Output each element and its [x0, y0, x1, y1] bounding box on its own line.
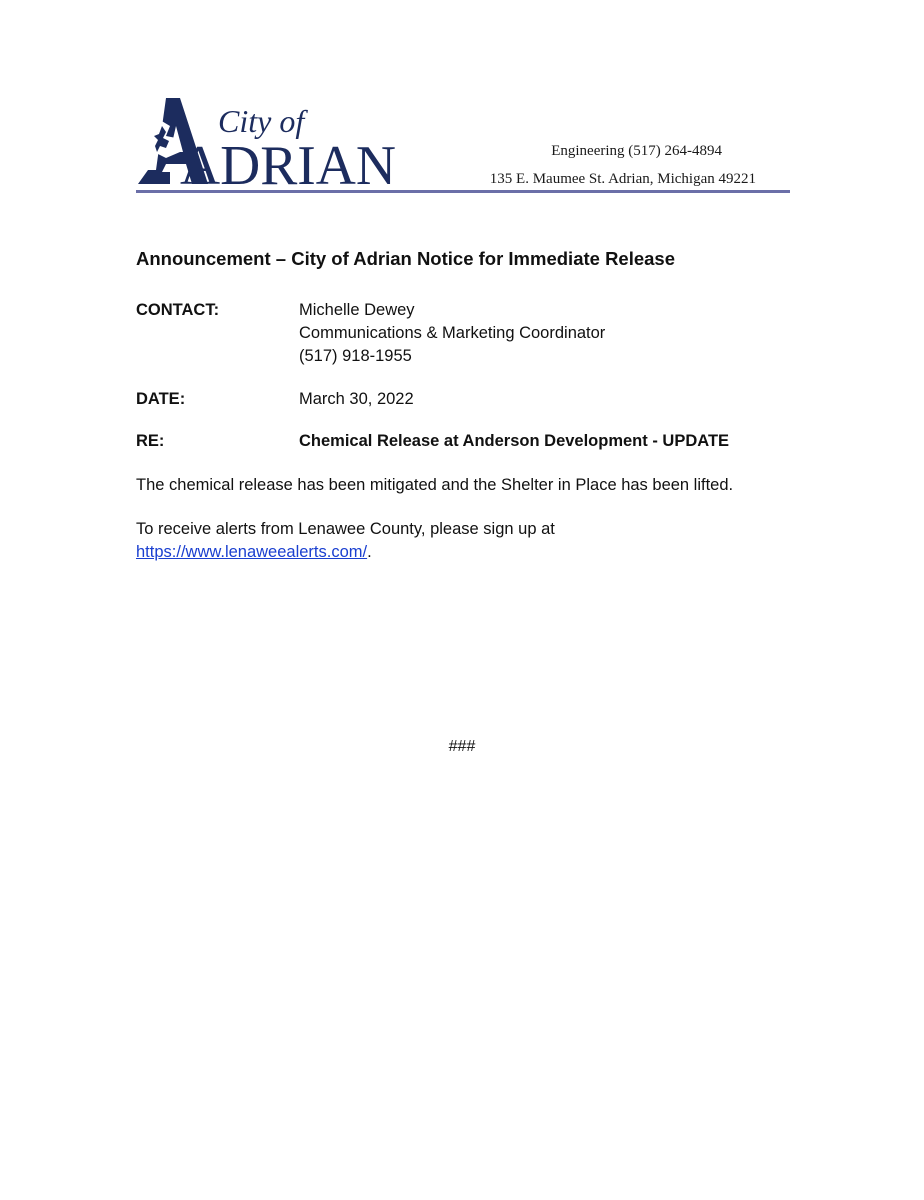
announcement-headline: Announcement – City of Adrian Notice for Immediate Release	[136, 248, 676, 269]
date-label: DATE:	[136, 390, 186, 408]
body-paragraph-status: The chemical release has been mitigated and the Shelter in Place has been lifted.	[136, 476, 734, 494]
city-address: 135 E. Maumee St. Adrian, Michigan 49221	[489, 171, 756, 187]
alerts-text: To receive alerts from Lenawee County, please sign up at	[136, 520, 555, 538]
city-of-adrian-logo	[136, 96, 398, 188]
press-release-body	[136, 246, 796, 564]
engineering-phone: Engineering (517) 264-4894	[551, 143, 722, 159]
contact-phone: (517) 918-1955	[299, 347, 412, 365]
contact-details	[299, 299, 796, 368]
re-row	[136, 430, 796, 453]
date-value: March 30, 2022	[299, 390, 414, 408]
date-row	[136, 388, 796, 411]
contact-label: CONTACT:	[136, 301, 220, 319]
contact-name: Michelle Dewey	[299, 301, 415, 319]
letterhead-rule	[136, 190, 790, 193]
contact-title: Communications & Marketing Coordinator	[299, 324, 606, 342]
letterhead	[136, 96, 790, 196]
re-label: RE:	[136, 432, 165, 450]
logo-adrian-text: ADRIAN	[180, 135, 396, 188]
alerts-period: .	[367, 543, 372, 561]
end-marker: ###	[448, 738, 476, 755]
lenawee-alerts-link[interactable]: https://www.lenaweealerts.com/	[136, 543, 368, 561]
body-paragraph-alerts	[136, 518, 796, 564]
contact-row	[136, 299, 796, 368]
re-value: Chemical Release at Anderson Development - UPDATE	[299, 432, 730, 450]
logo-city-of-text: City of	[218, 103, 305, 139]
